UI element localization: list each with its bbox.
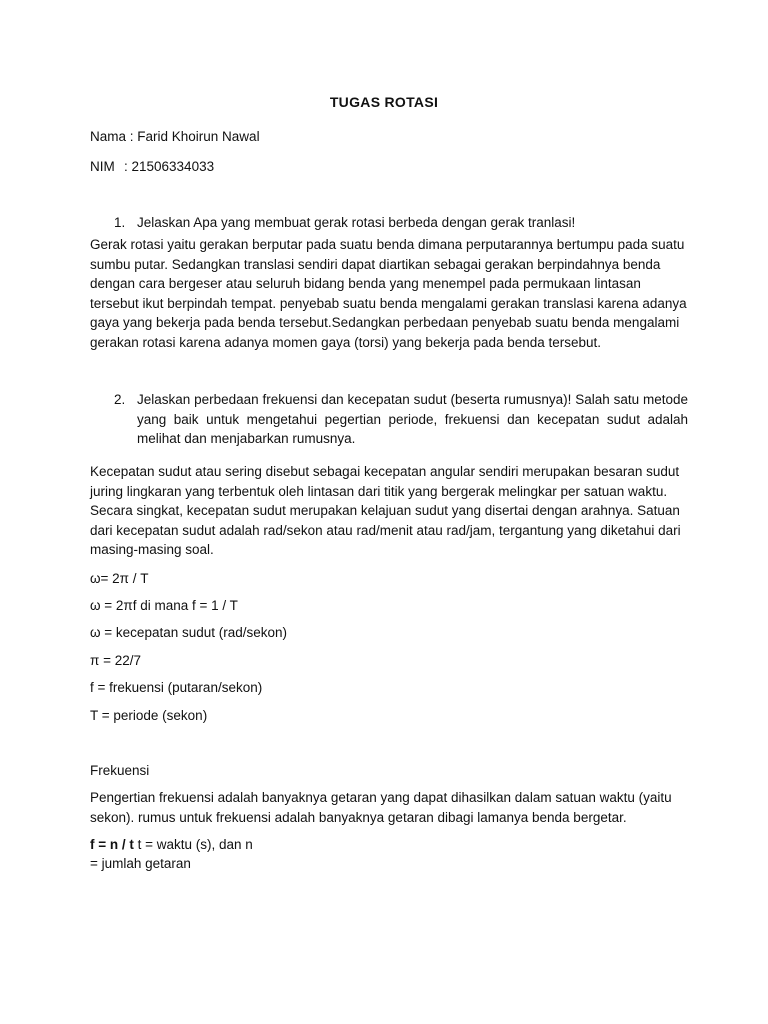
student-nim bbox=[90, 157, 214, 176]
question-1 bbox=[90, 213, 688, 233]
frekuensi-paragraph: Pengertian frekuensi adalah banyaknya getaran yang dapat dihasilkan dalam satuan waktu (yaitu sekon). rumus untuk frekuensi adalah banyaknya getaran dibagi lamanya benda bergetar. bbox=[90, 790, 672, 825]
answer-2: Kecepatan sudut atau sering disebut sebagai kecepatan angular sendiri merupakan besaran sudut juring lingkaran yang terbentuk oleh lintasan dari titik yang bergerak melingkar per satuan waktu. Secara singkat, kecepatan sudut merupakan kelajuan sudut yang disertai dengan arahnya. Satuan dari kecepatan sudut adalah rad/sekon atau rad/menit atau rad/jam, tergantung yang diketahui dari masing-masing soal. bbox=[90, 464, 681, 557]
nim-label: NIM bbox=[90, 159, 115, 174]
formula-line: T = periode (sekon) bbox=[90, 708, 208, 723]
frekuensi-formula-main: f = n / t bbox=[90, 837, 134, 852]
question-2 bbox=[90, 390, 688, 449]
student-name: Nama : Farid Khoirun Nawal bbox=[90, 129, 260, 144]
frekuensi-formula bbox=[90, 835, 253, 854]
question-1-number: 1. bbox=[114, 215, 126, 230]
formula-line: ω= 2π / T bbox=[90, 571, 149, 586]
document-title: TUGAS ROTASI bbox=[329, 94, 439, 110]
question-2-text: Jelaskan perbedaan frekuensi dan kecepatan sudut (beserta rumusnya)! Salah satu metode yang baik untuk mengetahui pegertian periode, frekuensi dan kecepatan sudut adalah melihat dan menjabarkan rumusnya. bbox=[137, 392, 688, 446]
formula-line: π = 22/7 bbox=[90, 653, 141, 668]
question-2-number: 2. bbox=[114, 392, 126, 407]
formula-line: f = frekuensi (putaran/sekon) bbox=[90, 680, 263, 695]
answer-1: Gerak rotasi yaitu gerakan berputar pada suatu benda dimana perputarannya bertumpu pada suatu sumbu putar. Sedangkan translasi sendiri dapat diartikan sebagai gerakan berpindahnya benda dengan cara bergeser atau seluruh bidang benda yang menempel pada permukaan lintasan tersebut ikut berpindah tempat. penyebab suatu benda mengalami gerakan translasi karena adanya gaya yang bekerja pada benda tersebut.Sedangkan perbedaan penyebab suatu benda mengalami gerakan rotasi karena adanya momen gaya (torsi) yang bekerja pada benda tersebut. bbox=[90, 237, 687, 350]
frekuensi-formula-line2: = jumlah getaran bbox=[90, 856, 191, 871]
frekuensi-formula-rest: t = waktu (s), dan n bbox=[133, 837, 253, 852]
frekuensi-heading: Frekuensi bbox=[90, 763, 150, 778]
formula-line: ω = 2πf di mana f = 1 / T bbox=[90, 598, 238, 613]
formula-line: ω = kecepatan sudut (rad/sekon) bbox=[90, 625, 288, 640]
nim-value: : 21506334033 bbox=[124, 159, 215, 174]
question-1-text: Jelaskan Apa yang membuat gerak rotasi berbeda dengan gerak tranlasi! bbox=[137, 215, 576, 230]
